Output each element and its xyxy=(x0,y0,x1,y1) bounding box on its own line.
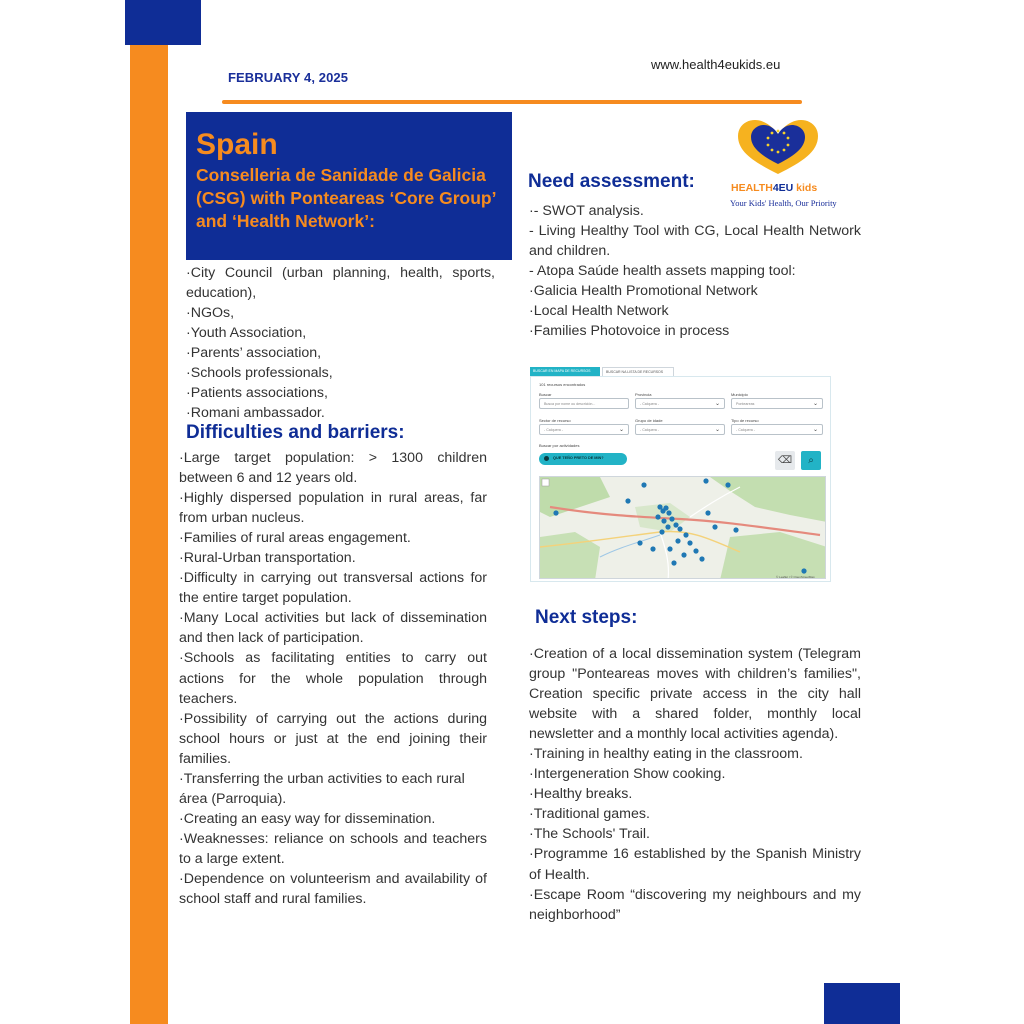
list-item: - Atopa Saúde health assets mapping tool: xyxy=(529,263,796,280)
list-item: ·Parents’ association, xyxy=(186,345,322,362)
location-pin-icon xyxy=(544,456,549,461)
tool-tabs xyxy=(530,366,831,376)
header-divider xyxy=(222,100,802,104)
search-label: Buscar xyxy=(539,392,552,397)
need-assessment-list xyxy=(529,201,861,341)
eraser-icon: ⌫ xyxy=(777,455,793,466)
list-item: área (Parroquia). xyxy=(179,790,287,807)
near-me-label: QUE TEÑO PRETO DE MIN? xyxy=(553,456,604,460)
resource-type-select[interactable] xyxy=(731,424,823,435)
sector-select[interactable] xyxy=(539,424,629,435)
tool-panel xyxy=(530,376,831,582)
list-item: ·The Schools' Trail. xyxy=(529,826,650,843)
list-item: ·City Council (urban planning, health, sports, education), xyxy=(186,265,495,302)
near-me-button[interactable] xyxy=(539,453,627,465)
list-item: ·Schools as facilitating entities to carry out actions for the whole population through teachers. xyxy=(179,650,487,707)
municipality-value: Ponteareas xyxy=(736,402,755,406)
search-button[interactable] xyxy=(801,451,821,470)
list-item: ·Creation of a local dissemination system (Telegram group "Ponteareas moves with children’s families", Creation specific private access in the city hall website with a shared folder, monthly local newsletter and a monthly local activities agenda). xyxy=(529,646,861,743)
age-group-value: - Calquera - xyxy=(640,428,659,432)
logo-tagline: Your Kids' Health, Our Priority xyxy=(730,198,837,208)
list-item: ·Creating an easy way for dissemination. xyxy=(179,810,436,827)
publication-date: FEBRUARY 4, 2025 xyxy=(228,70,349,85)
resource-type-label: Tipo de recurso xyxy=(731,418,759,423)
logo-word-kids: kids xyxy=(793,182,818,194)
list-item: ·- SWOT analysis. xyxy=(529,203,644,219)
chevron-down-icon: ⌄ xyxy=(618,427,624,433)
list-item: ·Intergeneration Show cooking. xyxy=(529,766,726,783)
list-item: ·Many Local activities but lack of dissemination and then lack of participation. xyxy=(179,610,487,647)
list-item: ·Galicia Health Promotional Network xyxy=(529,283,758,300)
search-placeholder: Busca por nome ou descrición... xyxy=(544,402,596,406)
map-attribution: © Leaflet | © OpenStreetMap xyxy=(776,575,815,579)
list-item: ·Highly dispersed population in rural areas, far from urban nucleus. xyxy=(179,490,487,527)
list-item: ·Healthy breaks. xyxy=(529,786,633,803)
next-steps-heading: Next steps: xyxy=(535,607,638,628)
province-select[interactable] xyxy=(635,398,725,409)
logo-wordmark xyxy=(731,182,817,194)
logo-word-health: HEALTH xyxy=(731,182,773,194)
age-group-select[interactable] xyxy=(635,424,725,435)
list-item: ·Weaknesses: reliance on schools and teachers to a large extent. xyxy=(179,830,487,867)
hearts-logo-icon xyxy=(734,118,822,178)
tab-list-search[interactable]: BUSCAR NA LISTA DE RECURSOS xyxy=(602,367,674,376)
list-item: ·Rural-Urban transportation. xyxy=(179,550,356,567)
difficulties-heading: Difficulties and barriers: xyxy=(186,422,405,443)
left-accent-bar xyxy=(130,45,168,1024)
website-url[interactable]: www.health4eukids.eu xyxy=(651,57,781,72)
resource-type-value: - Calquera - xyxy=(736,428,755,432)
list-item: ·Local Health Network xyxy=(529,303,669,320)
list-item: ·Possibility of carrying out the actions during school hours or just at the end joining their families. xyxy=(179,710,487,767)
results-count: 101 recursos encontrados xyxy=(539,382,586,387)
list-item: ·Escape Room “discovering my neighbours and my neighborhood” xyxy=(529,886,861,923)
list-item: ·Schools professionals, xyxy=(186,365,333,382)
chevron-down-icon: ⌄ xyxy=(812,401,818,407)
sector-value: - Calquera - xyxy=(544,428,563,432)
municipality-select[interactable] xyxy=(731,398,823,409)
chevron-down-icon: ⌄ xyxy=(812,427,818,433)
activities-label[interactable]: Buscar por actividades xyxy=(539,443,580,448)
chevron-down-icon: ⌄ xyxy=(714,401,720,407)
health4eu-kids-logo xyxy=(728,118,837,213)
age-group-label: Grupo de idade xyxy=(635,418,663,423)
bottom-corner-block xyxy=(824,983,900,1024)
tab-map-search[interactable]: BUSCAR EN MAPA DE RECURSOS xyxy=(530,367,600,376)
chevron-down-icon: ⌄ xyxy=(714,427,720,433)
list-item: ·Youth Association, xyxy=(186,325,307,342)
country-title: Spain xyxy=(196,128,278,161)
list-item: ·Programme 16 established by the Spanish Ministry of Health. xyxy=(529,846,861,883)
province-label: Provincia xyxy=(635,392,652,397)
list-item: ·Traditional games. xyxy=(529,806,650,823)
members-list xyxy=(186,263,495,423)
partner-subtitle: Conselleria de Sanidade de Galicia (CSG) with Ponteareas ‘Core Group’ and ‘Health Network’: xyxy=(196,165,496,231)
list-item: ·Transferring the urban activities to each rural xyxy=(179,770,465,787)
resource-map[interactable] xyxy=(539,476,826,579)
list-item: ·Difficulty in carrying out transversal actions for the entire target population. xyxy=(179,570,487,607)
list-item: ·NGOs, xyxy=(186,305,235,322)
map-canvas xyxy=(540,477,826,579)
list-item: ·Romani ambassador. xyxy=(186,405,325,422)
logo-word-4eu: 4EU xyxy=(772,182,794,194)
list-item: ·Families Photovoice in process xyxy=(529,323,730,340)
list-item: ·Families of rural areas engagement. xyxy=(179,530,411,547)
list-item: - Living Healthy Tool with CG, Local Health Network and children. xyxy=(529,223,861,260)
list-item: ·Patients associations, xyxy=(186,385,328,402)
clear-filters-button[interactable] xyxy=(775,451,795,470)
search-icon: ⌕ xyxy=(808,455,814,466)
list-item: ·Dependence on volunteerism and availability of school staff and rural families. xyxy=(179,870,487,908)
title-box xyxy=(186,112,512,260)
difficulties-list xyxy=(179,448,487,909)
search-input[interactable] xyxy=(539,398,629,409)
list-item: ·Large target population: > 1300 children between 6 and 12 years old. xyxy=(179,450,487,487)
next-steps-list xyxy=(529,644,861,925)
municipality-label: Municipio xyxy=(731,392,748,397)
list-item: ·Training in healthy eating in the classroom. xyxy=(529,746,803,763)
health-assets-tool-screenshot xyxy=(530,366,831,582)
need-assessment-heading: Need assessment: xyxy=(528,171,695,192)
province-value: - Calquera - xyxy=(640,402,659,406)
sector-label: Sector de recurso xyxy=(539,418,571,423)
top-corner-block xyxy=(125,0,201,45)
